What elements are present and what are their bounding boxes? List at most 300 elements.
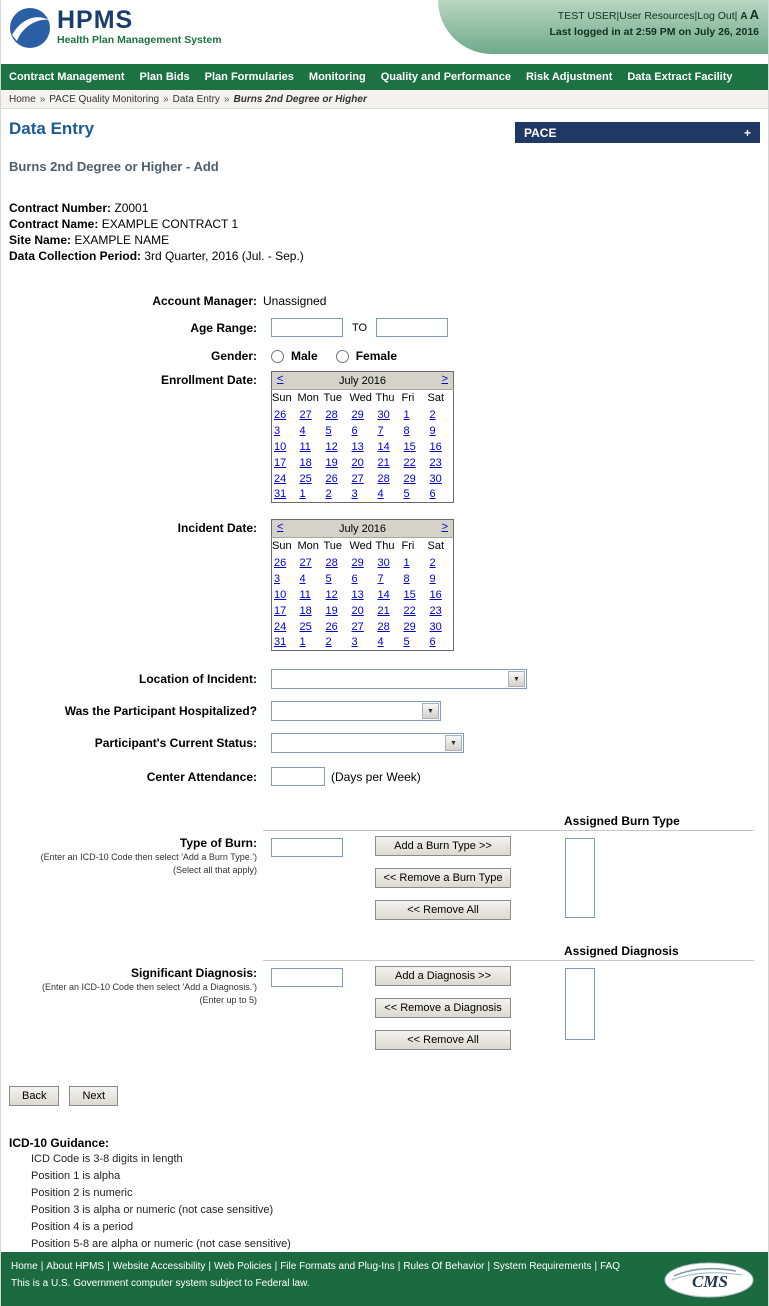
calendar-day-header: Sat: [427, 392, 445, 405]
calendar-date-cell: [350, 487, 376, 503]
footer-link-rules-of-behavior[interactable]: Rules Of Behavior: [403, 1261, 485, 1272]
age-range-from-input[interactable]: [271, 318, 343, 337]
breadcrumb-separator: »: [223, 93, 230, 105]
add-burn-type-button[interactable]: Add a Burn Type >>: [375, 836, 511, 856]
calendar-date-link[interactable]: 6: [351, 424, 358, 437]
calendar-header: [272, 520, 454, 538]
breadcrumb-item-home[interactable]: Home: [9, 93, 36, 105]
calendar-table: [271, 519, 454, 651]
cms-logo: [664, 1262, 754, 1301]
section-divider: [263, 830, 754, 831]
calendar-date-link[interactable]: 10: [274, 440, 287, 453]
guidance-line: ICD Code is 3-8 digits in length: [31, 1153, 183, 1165]
calendar-date-cell: [350, 619, 376, 635]
diagnosis-hint2: (Enter up to 5): [199, 995, 257, 1005]
gender-male-label[interactable]: Male: [291, 349, 318, 363]
calendar-date-link[interactable]: 19: [325, 456, 338, 469]
calendar-date-cell: [272, 487, 298, 503]
hpms-globe-icon: [9, 7, 51, 52]
calendar-day-header: Sat: [427, 540, 445, 553]
calendar-date-link[interactable]: 29: [403, 472, 416, 485]
calendar-date-link[interactable]: 14: [377, 440, 390, 453]
guidance-line: Position 1 is alpha: [31, 1170, 121, 1182]
calendar-date-link[interactable]: 16: [429, 588, 442, 601]
burn-type-label: Type of Burn:: [179, 836, 257, 850]
chevron-down-icon[interactable]: ▼: [508, 671, 525, 687]
hospitalized-select[interactable]: [271, 701, 441, 721]
location-of-incident-row: [1, 669, 768, 689]
nav-item-plan-bids[interactable]: Plan Bids: [139, 71, 190, 83]
calendar-date-link[interactable]: 11: [299, 440, 311, 453]
calendar-date-cell: [324, 455, 350, 471]
last-login-text: Last logged in at 2:59 PM on July 26, 2016: [549, 26, 759, 38]
calendar-date-cell: [376, 571, 402, 587]
calendar-date-cell: [428, 455, 454, 471]
nav-item-contract-management[interactable]: Contract Management: [9, 71, 125, 83]
age-range-to-label: TO: [352, 321, 368, 334]
calendar-date-link[interactable]: 7: [377, 424, 384, 437]
calendar-date-cell: [324, 407, 350, 423]
calendar-date-cell: [402, 635, 428, 651]
calendar-date-cell: [324, 603, 350, 619]
age-range-to-input[interactable]: [376, 318, 448, 337]
calendar-date-cell: [376, 619, 402, 635]
calendar-date-link[interactable]: 23: [429, 456, 442, 469]
calendar-date-link[interactable]: 5: [325, 424, 332, 437]
calendar-date-cell: [428, 439, 454, 455]
gender-female-label[interactable]: Female: [355, 349, 398, 363]
site-name-row: [9, 232, 760, 248]
calendar-date-cell: [272, 587, 298, 603]
calendar-date-link[interactable]: 1: [403, 408, 410, 421]
breadcrumb-item-pace-quality-monitoring[interactable]: PACE Quality Monitoring: [49, 93, 160, 105]
font-size-small-button[interactable]: A: [740, 11, 748, 22]
page-title: Data Entry: [9, 119, 95, 138]
assigned-diagnosis-listbox[interactable]: [565, 968, 595, 1040]
calendar-date-link[interactable]: 12: [325, 440, 338, 453]
location-of-incident-select[interactable]: [271, 669, 527, 689]
calendar-date-link[interactable]: 27: [351, 472, 364, 485]
calendar-date-cell: [272, 555, 298, 571]
pace-label: PACE: [524, 125, 557, 140]
breadcrumb-item-data-entry[interactable]: Data Entry: [172, 93, 220, 105]
remove-burn-type-button[interactable]: << Remove a Burn Type: [375, 868, 511, 888]
calendar-date-link[interactable]: 3: [274, 572, 281, 585]
calendar-date-link[interactable]: 2: [429, 556, 436, 569]
calendar-date-cell: [376, 635, 402, 651]
calendar-date-cell: [350, 455, 376, 471]
calendar-date-cell: [402, 439, 428, 455]
calendar-date-link[interactable]: 21: [377, 456, 390, 469]
footer-separator: |: [397, 1261, 401, 1272]
calendar-date-link[interactable]: 2: [325, 636, 332, 649]
calendar-date-cell: [402, 407, 428, 423]
calendar-date-link[interactable]: 29: [351, 556, 364, 569]
footer-link-website-accessibility[interactable]: Website Accessibility: [112, 1261, 206, 1272]
calendar-date-link[interactable]: 23: [429, 604, 442, 617]
calendar-date-link[interactable]: 1: [299, 636, 306, 649]
nav-item-data-extract-facility[interactable]: Data Extract Facility: [627, 71, 733, 83]
assigned-diagnosis-title: Assigned Diagnosis: [564, 944, 679, 958]
chevron-down-icon[interactable]: ▼: [445, 735, 462, 751]
logo-subtitle: Health Plan Management System: [57, 34, 222, 46]
calendar-date-link[interactable]: 31: [274, 488, 287, 501]
calendar-date-link[interactable]: 15: [403, 440, 416, 453]
calendar-date-link[interactable]: 19: [325, 604, 338, 617]
calendar-date-link[interactable]: 26: [325, 472, 338, 485]
calendar-date-link[interactable]: 11: [299, 588, 311, 601]
footer-separator: |: [594, 1261, 598, 1272]
center-attendance-input[interactable]: [271, 767, 325, 786]
calendar-prev-link[interactable]: <: [277, 373, 284, 385]
calendar-date-link[interactable]: 3: [351, 636, 358, 649]
calendar-table: [271, 371, 454, 503]
remove-all-burn-types-button[interactable]: << Remove All: [375, 900, 511, 920]
burn-type-code-input[interactable]: [271, 838, 343, 857]
calendar-date-cell: [324, 423, 350, 439]
add-diagnosis-button[interactable]: Add a Diagnosis >>: [375, 966, 511, 986]
calendar-day-header: Wed: [349, 392, 372, 405]
calendar-date-link[interactable]: 27: [299, 556, 312, 569]
footer-links: [11, 1261, 758, 1272]
calendar-date-cell: [376, 407, 402, 423]
site-name-value: EXAMPLE NAME: [74, 233, 170, 247]
hpms-logo[interactable]: [9, 7, 222, 52]
icd10-guidance-lines: [9, 1152, 760, 1252]
calendar-date-link[interactable]: 28: [377, 472, 390, 485]
calendar-date-link[interactable]: 3: [274, 424, 281, 437]
calendar-date-link[interactable]: 6: [429, 488, 436, 501]
calendar-date-link[interactable]: 4: [299, 424, 306, 437]
calendar-date-link[interactable]: 12: [325, 588, 338, 601]
calendar-date-cell: [376, 587, 402, 603]
calendar-date-cell: [298, 407, 324, 423]
remove-diagnosis-button[interactable]: << Remove a Diagnosis: [375, 998, 511, 1018]
calendar-date-link[interactable]: 20: [351, 456, 364, 469]
log-out-link[interactable]: Log Out: [697, 10, 735, 22]
calendar-date-link[interactable]: 3: [351, 488, 358, 501]
burn-type-label-block: [1, 836, 263, 876]
header: [1, 0, 768, 64]
calendar-date-link[interactable]: 9: [429, 572, 436, 585]
burn-type-hint1: (Enter an ICD-10 Code then select 'Add a Burn Type.'): [40, 852, 257, 862]
logo-text: [57, 7, 222, 46]
calendar-date-link[interactable]: 26: [274, 556, 287, 569]
calendar-date-link[interactable]: 30: [377, 408, 390, 421]
calendar-date-cell: [428, 635, 454, 651]
calendar-day-header: Tue: [323, 392, 343, 405]
pace-panel-header[interactable]: [515, 122, 760, 143]
footer-link-file-formats-and-plug-ins[interactable]: File Formats and Plug-Ins: [280, 1261, 395, 1272]
gender-options: [271, 349, 411, 363]
calendar-date-link[interactable]: 10: [274, 588, 287, 601]
gender-female-radio[interactable]: [336, 350, 349, 363]
calendar-month-label: July 2016: [338, 374, 387, 387]
calendar-date-cell: [428, 603, 454, 619]
calendar-date-cell: [350, 407, 376, 423]
calendar-date-link[interactable]: 7: [377, 572, 384, 585]
diagnosis-content: [1, 966, 768, 1050]
calendar-date-link[interactable]: 8: [403, 572, 410, 585]
contract-name-label: Contract Name:: [9, 217, 99, 231]
calendar-day-header: Wed: [349, 540, 372, 553]
current-status-label: Participant's Current Status:: [94, 736, 257, 750]
incident-calendar: [263, 519, 454, 651]
calendar-date-link[interactable]: 29: [403, 620, 416, 633]
footer-separator: |: [487, 1261, 491, 1272]
calendar-next-link[interactable]: >: [441, 521, 448, 533]
calendar-date-cell: [272, 439, 298, 455]
calendar-date-link[interactable]: 24: [274, 472, 287, 485]
calendar-day-header: Thu: [375, 540, 395, 553]
contract-info: [9, 200, 760, 264]
calendar-date-link[interactable]: 16: [429, 440, 442, 453]
calendar-month-label: July 2016: [338, 522, 387, 535]
calendar-date-link[interactable]: 9: [429, 424, 436, 437]
breadcrumb-separator: »: [163, 93, 169, 105]
calendar-date-cell: [298, 635, 324, 651]
burn-type-section: [1, 814, 768, 920]
location-of-incident-label: Location of Incident:: [139, 672, 257, 686]
calendar-date-link[interactable]: 6: [351, 572, 358, 585]
contract-number-row: [9, 200, 760, 216]
cms-logo-text: CMS: [692, 1272, 728, 1291]
account-manager-value: Unassigned: [263, 294, 327, 308]
calendar-date-cell: [376, 555, 402, 571]
user-bar-line1: TEST USER|User Resources|Log Out| A A: [557, 7, 759, 22]
calendar-date-link[interactable]: 14: [377, 588, 390, 601]
calendar-date-link[interactable]: 5: [403, 488, 410, 501]
calendar-date-cell: [298, 471, 324, 487]
logo-title: HPMS: [57, 6, 134, 34]
calendar-date-link[interactable]: 6: [429, 636, 436, 649]
calendar-date-cell: [272, 603, 298, 619]
footer-link-web-policies[interactable]: Web Policies: [213, 1261, 272, 1272]
back-button[interactable]: Back: [9, 1086, 59, 1106]
calendar-date-link[interactable]: 22: [403, 456, 416, 469]
diagnosis-label-block: [1, 966, 263, 1006]
calendar-date-link[interactable]: 25: [299, 620, 312, 633]
page-subtitle: Burns 2nd Degree or Higher - Add: [9, 159, 219, 174]
calendar-date-link[interactable]: 13: [351, 440, 364, 453]
user-bar: [550, 7, 759, 38]
calendar-date-cell: [272, 423, 298, 439]
center-attendance-label: Center Attendance:: [146, 769, 257, 784]
site-name-label: Site Name:: [9, 233, 72, 247]
icd10-guidance: [9, 1136, 760, 1252]
calendar-date-cell: [402, 455, 428, 471]
breadcrumb: [1, 90, 768, 109]
calendar-day-header: Mon: [297, 540, 319, 553]
calendar-date-cell: [402, 619, 428, 635]
breadcrumb-item-burns-2nd-degree-or-higher: Burns 2nd Degree or Higher: [233, 93, 367, 105]
calendar-date-link[interactable]: 18: [299, 456, 312, 469]
age-range-label: Age Range:: [190, 320, 257, 335]
calendar-date-link[interactable]: 25: [299, 472, 312, 485]
footer: [1, 1252, 768, 1306]
calendar-date-cell: [350, 571, 376, 587]
calendar-date-cell: [324, 471, 350, 487]
calendar-date-link[interactable]: 30: [377, 556, 390, 569]
calendar-date-cell: [298, 455, 324, 471]
calendar-day-header: Mon: [297, 392, 319, 405]
data-collection-period-row: [9, 248, 760, 264]
calendar-date-cell: [428, 555, 454, 571]
calendar-day-header: Fri: [401, 392, 415, 405]
calendar-day-header: Thu: [375, 392, 395, 405]
diagnosis-code-input[interactable]: [271, 968, 343, 987]
calendar-prev-link[interactable]: <: [277, 521, 284, 533]
calendar-date-link[interactable]: 4: [377, 488, 384, 501]
calendar-date-cell: [298, 555, 324, 571]
calendar-date-link[interactable]: 26: [325, 620, 338, 633]
calendar-date-cell: [324, 439, 350, 455]
calendar-date-link[interactable]: 27: [351, 620, 364, 633]
enrollment-date-label: Enrollment Date:: [160, 373, 257, 387]
next-button[interactable]: Next: [69, 1086, 118, 1106]
calendar-date-link[interactable]: 28: [325, 408, 338, 421]
diagnosis-section: [1, 944, 768, 1050]
incident-date-row: [1, 519, 768, 651]
font-size-large-button[interactable]: A: [749, 7, 759, 22]
calendar-date-link[interactable]: 30: [429, 620, 442, 633]
data-collection-period-label: Data Collection Period:: [9, 249, 142, 263]
calendar-date-link[interactable]: 27: [299, 408, 312, 421]
center-attendance-row: [1, 767, 768, 786]
calendar-date-link[interactable]: 28: [377, 620, 390, 633]
section-divider: [263, 960, 754, 961]
calendar-day-header: Sun: [272, 392, 292, 405]
calendar-date-link[interactable]: 21: [377, 604, 390, 617]
footer-link-home[interactable]: Home: [11, 1261, 38, 1272]
burn-type-content: [1, 836, 768, 920]
calendar-date-cell: [272, 471, 298, 487]
calendar-date-cell: [428, 407, 454, 423]
guidance-line: Position 4 is a period: [31, 1221, 134, 1233]
calendar-date-cell: [376, 439, 402, 455]
nav-item-plan-formularies[interactable]: Plan Formularies: [204, 71, 294, 83]
burn-type-buttons: [375, 836, 511, 920]
calendar-date-link[interactable]: 5: [403, 636, 410, 649]
nav-item-risk-adjustment[interactable]: Risk Adjustment: [525, 71, 613, 83]
user-resources-link[interactable]: User Resources: [619, 10, 695, 22]
calendar-date-cell: [298, 423, 324, 439]
calendar-next-link[interactable]: >: [441, 373, 448, 385]
calendar-date-cell: [376, 471, 402, 487]
main-nav: [1, 64, 768, 90]
calendar-date-cell: [350, 635, 376, 651]
calendar-date-cell: [298, 571, 324, 587]
assigned-burn-type-listbox[interactable]: [565, 838, 595, 918]
calendar-date-cell: [428, 423, 454, 439]
calendar-date-cell: [428, 487, 454, 503]
calendar-date-link[interactable]: 8: [403, 424, 410, 437]
action-buttons: [9, 1086, 768, 1106]
calendar-date-link[interactable]: 17: [274, 604, 287, 617]
calendar-date-cell: [402, 555, 428, 571]
enrollment-calendar: [263, 371, 454, 503]
enrollment-date-row: [1, 371, 768, 503]
guidance-line: Position 5-8 are alpha or numeric (not case sensitive): [31, 1238, 291, 1250]
calendar-date-link[interactable]: 26: [274, 408, 287, 421]
gender-male-radio[interactable]: [271, 350, 284, 363]
calendar-date-link[interactable]: 2: [429, 408, 436, 421]
calendar-date-cell: [428, 471, 454, 487]
calendar-date-cell: [298, 603, 324, 619]
calendar-date-cell: [272, 407, 298, 423]
calendar-date-cell: [402, 471, 428, 487]
assigned-burn-type-title-row: [564, 814, 768, 828]
calendar-date-cell: [350, 423, 376, 439]
calendar-date-link[interactable]: 15: [403, 588, 416, 601]
contract-number-label: Contract Number:: [9, 201, 112, 215]
calendar-date-cell: [324, 587, 350, 603]
expand-plus-icon[interactable]: +: [743, 125, 751, 140]
nav-item-quality-and-performance[interactable]: Quality and Performance: [380, 71, 511, 83]
footer-separator: |: [208, 1261, 211, 1272]
calendar-date-link[interactable]: 30: [429, 472, 442, 485]
diagnosis-label: Significant Diagnosis:: [130, 966, 257, 980]
user-name: TEST USER: [557, 10, 617, 22]
footer-link-about-hpms[interactable]: About HPMS: [46, 1261, 105, 1272]
hospitalized-label: Was the Participant Hospitalized?: [64, 704, 257, 718]
current-status-select[interactable]: [271, 733, 464, 753]
calendar-day-header: Fri: [401, 540, 415, 553]
calendar-date-link[interactable]: 2: [325, 488, 332, 501]
calendar-date-cell: [402, 571, 428, 587]
gender-row: [1, 349, 768, 363]
contract-name-row: [9, 216, 760, 232]
footer-notice: This is a U.S. Government computer system subject to Federal law.: [11, 1278, 310, 1289]
calendar-date-link[interactable]: 28: [325, 556, 338, 569]
calendar-date-link[interactable]: 31: [274, 636, 287, 649]
nav-item-monitoring[interactable]: Monitoring: [308, 71, 366, 83]
remove-all-diagnoses-button[interactable]: << Remove All: [375, 1030, 511, 1050]
footer-link-faq[interactable]: FAQ: [600, 1261, 621, 1272]
calendar-date-link[interactable]: 4: [377, 636, 384, 649]
footer-link-system-requirements[interactable]: System Requirements: [493, 1261, 592, 1272]
calendar-date-cell: [402, 487, 428, 503]
calendar-date-link[interactable]: 1: [299, 488, 306, 501]
title-row: [1, 109, 768, 143]
calendar-date-cell: [272, 571, 298, 587]
calendar-date-cell: [428, 619, 454, 635]
calendar-date-cell: [376, 603, 402, 619]
calendar-date-link[interactable]: 20: [351, 604, 364, 617]
calendar-date-cell: [350, 587, 376, 603]
burn-type-hint2: (Select all that apply): [172, 865, 257, 875]
calendar-date-cell: [298, 439, 324, 455]
calendar-date-link[interactable]: 29: [351, 408, 364, 421]
calendar-date-cell: [298, 487, 324, 503]
calendar-date-link[interactable]: 1: [403, 556, 410, 569]
calendar-date-cell: [350, 603, 376, 619]
calendar-date-cell: [272, 455, 298, 471]
calendar-date-link[interactable]: 4: [299, 572, 306, 585]
footer-separator: |: [274, 1261, 278, 1272]
assigned-burn-type-title: Assigned Burn Type: [564, 814, 680, 828]
incident-date-label: Incident Date:: [177, 521, 257, 535]
calendar-date-cell: [428, 587, 454, 603]
calendar-date-link[interactable]: 18: [299, 604, 312, 617]
calendar-date-link[interactable]: 24: [274, 620, 287, 633]
calendar-date-link[interactable]: 22: [403, 604, 416, 617]
calendar-date-link[interactable]: 5: [325, 572, 332, 585]
calendar-date-link[interactable]: 13: [351, 588, 364, 601]
calendar-date-link[interactable]: 17: [274, 456, 287, 469]
chevron-down-icon[interactable]: ▼: [422, 703, 439, 719]
calendar-date-cell: [350, 471, 376, 487]
